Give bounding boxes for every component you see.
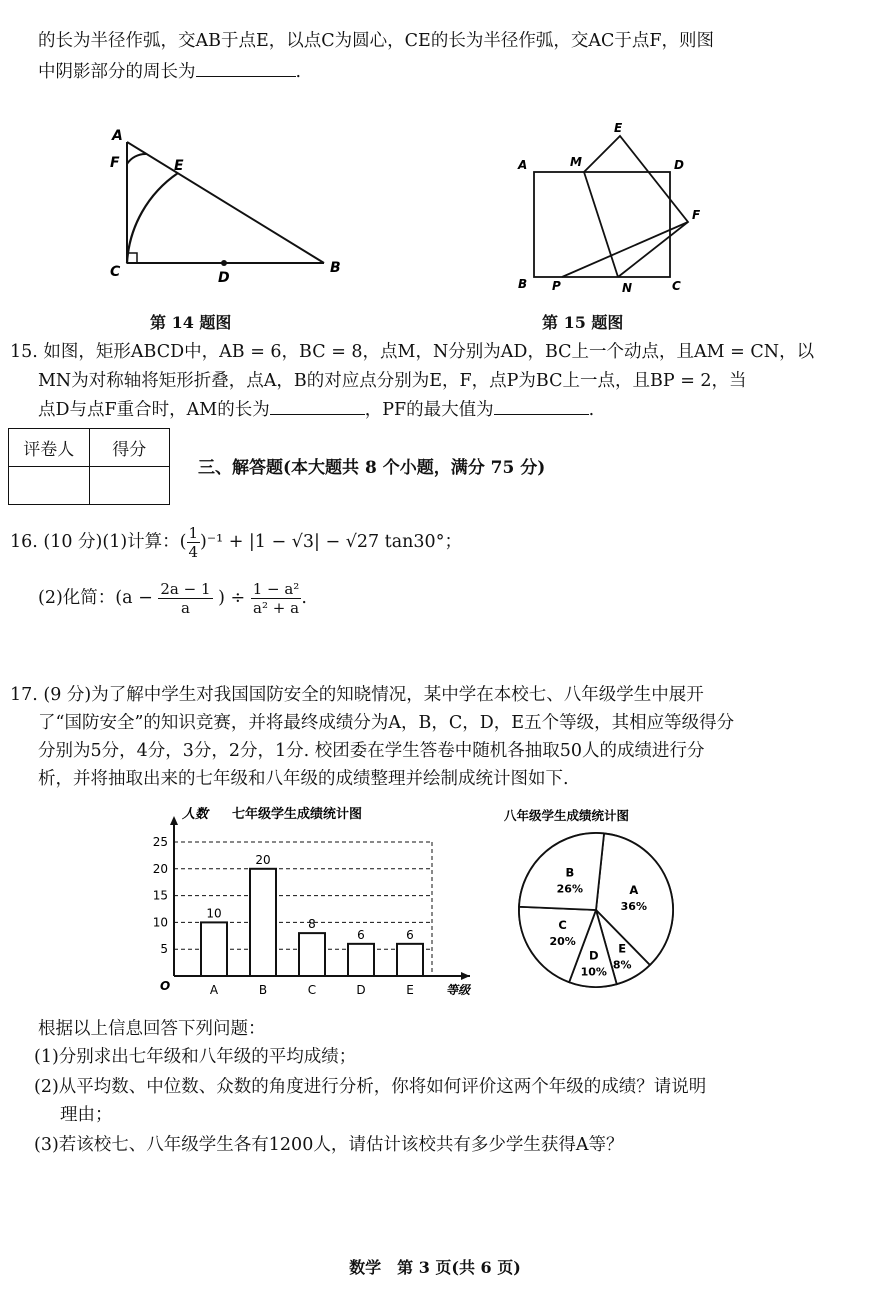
bar-chart-ylabel: 人数 (182, 807, 209, 822)
x-tick-label: B (258, 983, 268, 997)
label-C: C (672, 279, 681, 293)
q16-part2-end: . (301, 588, 307, 608)
bar-value-label: 20 (255, 852, 271, 867)
q14-answer-blank[interactable] (196, 60, 296, 77)
score-table (8, 428, 170, 505)
y-tick-label: 5 (160, 942, 168, 957)
bar-chart-origin: O (160, 979, 171, 993)
q15-blank-pf[interactable] (494, 398, 589, 415)
label-D: D (218, 270, 230, 286)
bar-value-label: 6 (406, 927, 414, 942)
page-footer: 数学 第 3 页(共 6 页) (349, 1258, 521, 1277)
q17-sub-2: (2)从平均数、中位数、众数的角度进行分析，你将如何评价这两个年级的成绩？请说明 (34, 1077, 707, 1097)
pie-slice-B (519, 833, 604, 910)
grade7-bar-chart (140, 800, 480, 1005)
q16-part-2 (38, 580, 307, 617)
fraction-den: a (180, 599, 190, 617)
label-E: E (614, 121, 623, 135)
x-tick-label: C (307, 983, 317, 997)
label-F: F (692, 208, 701, 222)
grader-cell[interactable] (9, 467, 90, 505)
fig15-caption: 第 15 题图 (542, 313, 624, 332)
q14-line-2: 中阴影部分的周长为 . (38, 62, 302, 82)
x-tick-label: D (356, 983, 366, 997)
fraction-num: 1 − a² (252, 580, 300, 598)
y-tick-label: 15 (152, 888, 168, 903)
pie-label: C (558, 918, 567, 933)
q17-line-3: 分别为5分，4分，3分，2分，1分. 校团委在学生答卷中随机各抽取50人的成绩进行分 (38, 741, 705, 761)
label-B: B (330, 260, 341, 276)
pie-label: B (565, 865, 575, 880)
q17-sub-1: (1)分别求出七年级和八年级的平均成绩； (34, 1047, 357, 1067)
fraction-num: 1 (188, 524, 199, 542)
pie-value-label: 8% (612, 958, 632, 972)
bar-value-label: 6 (357, 927, 365, 942)
pie-value-label: 26% (556, 882, 584, 896)
grade8-pie-chart (500, 800, 700, 1000)
q15-line-1: 15. 如图，矩形ABCD中，AB = 6，BC = 8，点M，N分别为AD，BC上一个动点，且AM = CN，以 (10, 342, 815, 362)
fraction-2a-minus-1-over-a (158, 580, 212, 617)
label-M: M (570, 155, 582, 169)
fig14-caption: 第 14 题图 (150, 313, 232, 332)
y-tick-label: 20 (152, 861, 168, 876)
x-axis-arrow (461, 972, 470, 980)
bar-C (299, 933, 325, 976)
arc-fe (127, 173, 178, 263)
bar-A (201, 922, 227, 976)
rectangle-abcd (534, 136, 688, 277)
bar-D (348, 944, 374, 976)
q16-part1-rest: ⁻¹ + |1 − √3| − √27 tan30°； (206, 532, 462, 552)
y-tick-label: 25 (152, 835, 168, 849)
q17-sub-3: (3)若该校七、八年级学生各有1200人，请估计该校共有多少学生获得A等？ (34, 1135, 624, 1155)
arc-af (127, 154, 146, 164)
bar-chart-xlabel: 等级 (446, 983, 471, 997)
figure-15 (510, 118, 710, 298)
score-cell[interactable] (89, 467, 170, 505)
bar-value-label: 10 (206, 906, 222, 921)
pie-value-label: 20% (549, 935, 576, 949)
q15-line-3b: ，PF的最大值为 (364, 400, 494, 420)
q17-line-2: 了“国防安全”的知识竞赛，并将最终成绩分为A，B，C，D，E五个等级，其相应等级得分 (38, 713, 735, 733)
bar-chart-title: 七年级学生成绩统计图 (232, 807, 363, 822)
q16-prefix: 16. (10 分)(1)计算： (10, 532, 180, 552)
pie-value-label: 10% (580, 965, 607, 979)
label-D: D (674, 158, 684, 172)
q17-sub-2-cont: 理由； (60, 1105, 113, 1125)
bar-B (250, 869, 276, 976)
x-tick-label: E (406, 983, 414, 997)
label-A: A (518, 158, 528, 172)
pie-value-label: 36% (620, 899, 647, 913)
q15-line-3a: 点D与点F重合时，AM的长为 (38, 400, 270, 420)
score-header: 得分 (89, 429, 170, 467)
q14-line-2-text: 中阴影部分的周长为 (38, 62, 196, 82)
label-F: F (110, 155, 120, 171)
q17-ask: 根据以上信息回答下列问题： (38, 1019, 266, 1039)
fraction-den: 4 (188, 543, 199, 561)
label-B: B (518, 277, 528, 291)
pie-label: A (629, 882, 639, 897)
pie-label: E (618, 941, 627, 956)
fraction-one-quarter (187, 524, 201, 561)
point-d-dot (221, 260, 227, 266)
q15-line-3 (38, 398, 594, 421)
bar-E (397, 944, 423, 976)
q15-line-2: MN为对称轴将矩形折叠，点A，B的对应点分别为E，F，点P为BC上一点，且BP = 2，当 (38, 371, 747, 391)
q17-line-1: 17. (9 分)为了解中学生对我国国防安全的知晓情况，某中学在本校七、八年级学生中展开 (10, 685, 704, 705)
label-N: N (622, 281, 633, 295)
q16-part2-prefix: (2)化简：(a − (38, 588, 153, 608)
fraction-den: a² + a (253, 599, 300, 617)
q15-line-3c: . (588, 400, 595, 420)
bar-value-label: 8 (308, 917, 316, 932)
label-E: E (174, 158, 184, 174)
q16-part-1: 16. (10 分)(1)计算：( $\frac{1}{4}$ )⁻¹ + |1 − √3| − √27 tan30°； (10, 524, 462, 561)
q15-blank-am[interactable] (270, 398, 365, 415)
fraction-num: 2a − 1 (160, 580, 211, 598)
q17-line-4: 析，并将抽取出来的七年级和八年级的成绩整理并绘制成统计图如下. (38, 769, 569, 789)
label-C: C (110, 264, 121, 280)
y-tick-label: 10 (152, 915, 168, 930)
label-A: A (112, 128, 123, 144)
section-3-title: 三、解答题(本大题共 8 个小题，满分 75 分) (198, 458, 546, 478)
q14-line-1: 的长为半径作弧，交AB于点E，以点C为圆心，CE的长为半径作弧，交AC于点F，则图 (38, 31, 714, 51)
pie-chart-title: 八年级学生成绩统计图 (504, 808, 630, 823)
grader-header: 评卷人 (9, 429, 90, 467)
label-P: P (552, 279, 561, 293)
pie-label: D (589, 948, 599, 963)
y-axis-arrow (170, 816, 178, 825)
fraction-1-minus-a2 (251, 580, 302, 617)
figure-14 (100, 120, 360, 300)
triangle-abc (127, 142, 324, 263)
q16-part2-mid: ) ÷ (218, 588, 246, 608)
x-tick-label: A (209, 983, 219, 997)
